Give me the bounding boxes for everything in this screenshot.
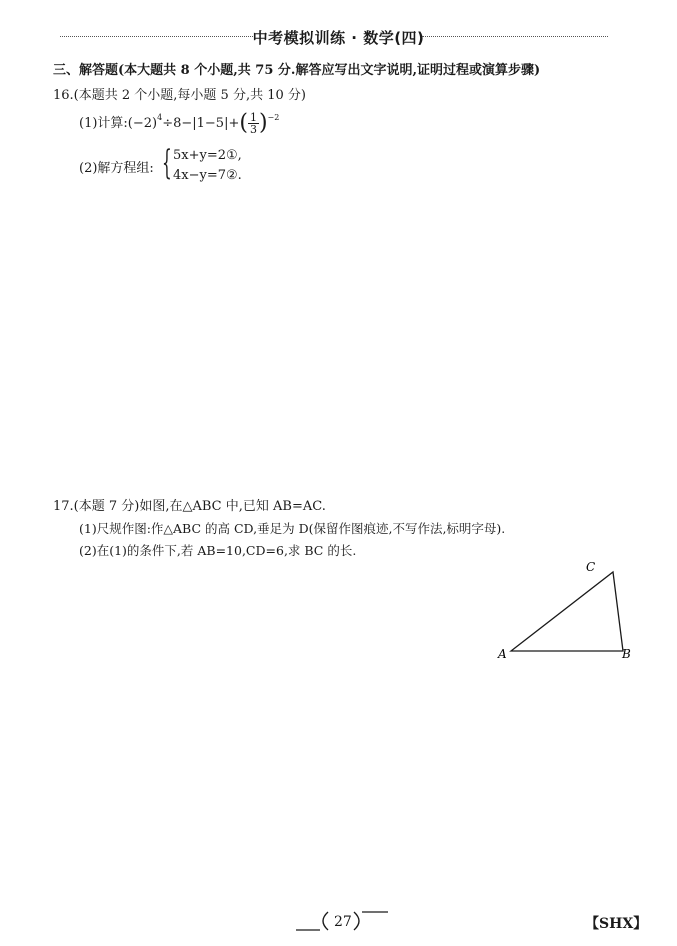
q16-part1-tail-exponent: −2 bbox=[267, 113, 280, 122]
vertex-label-c: C bbox=[586, 560, 596, 574]
fraction-denominator: 3 bbox=[249, 123, 257, 136]
q16-part2-prefix: (2)解方程组: bbox=[79, 161, 154, 176]
footer-code: 【SHX】 bbox=[585, 916, 648, 932]
equation-brace: { bbox=[162, 143, 172, 183]
left-paren: ( bbox=[239, 110, 248, 136]
q16-part1 bbox=[79, 112, 279, 135]
q16-intro: 16.(本题共 2 个小题,每小题 5 分,共 10 分) bbox=[53, 88, 306, 103]
q17-intro: 17.(本题 7 分)如图,在△ABC 中,已知 AB=AC. bbox=[53, 499, 326, 514]
q17-part2: (2)在(1)的条件下,若 AB=10,CD=6,求 BC 的长. bbox=[79, 543, 357, 558]
triangle-abc bbox=[511, 572, 623, 651]
q16-part1-mid: ÷8−|1−5|+ bbox=[162, 116, 240, 131]
triangle-figure bbox=[495, 558, 640, 666]
header-dotted-line-right bbox=[422, 36, 608, 37]
section-heading: 三、解答题(本大题共 8 个小题,共 75 分.解答应写出文字说明,证明过程或演算步骤) bbox=[53, 63, 541, 78]
equation-1: 5x+y=2①, bbox=[173, 148, 242, 163]
vertex-label-b: B bbox=[622, 647, 631, 661]
page-number: 27 bbox=[334, 914, 352, 930]
page-header-title: 中考模拟训练 · 数学(四) bbox=[252, 29, 425, 47]
fraction-numerator: 1 bbox=[249, 111, 257, 124]
equation-2: 4x−y=7②. bbox=[173, 168, 242, 183]
vertex-label-a: A bbox=[498, 647, 507, 661]
q16-part1-prefix: (1)计算:(−2) bbox=[79, 116, 158, 131]
q17-part1: (1)尺规作图:作△ABC 的高 CD,垂足为 D(保留作图痕迹,不写作法,标明字母). bbox=[79, 521, 506, 536]
q16-part1-exponent: 4 bbox=[157, 113, 163, 122]
right-paren: ) bbox=[258, 110, 268, 136]
fraction-one-third bbox=[248, 112, 259, 135]
